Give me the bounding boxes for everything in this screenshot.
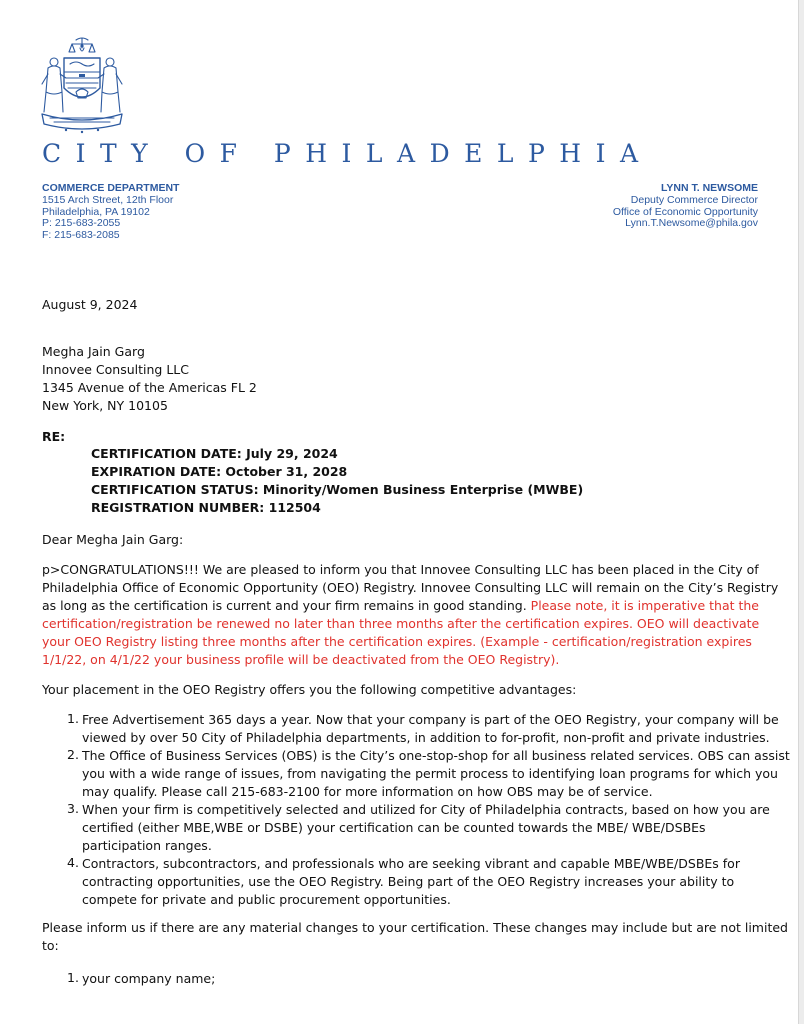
changes-intro-line: Please inform us if there are any material changes to your certification. These changes may include but are not limited (42, 920, 788, 935)
renewal-notice-line: 1/1/22, on 4/1/22 your business profile will be deactivated from the OEO Registry). (42, 652, 560, 667)
re-label: RE: (42, 429, 66, 444)
list-item (42, 711, 782, 747)
letter-date: August 9, 2024 (42, 297, 138, 312)
list-item (42, 801, 782, 855)
congratulations-paragraph (42, 561, 778, 669)
phone-number: P: 215-683-2055 (42, 217, 121, 230)
paragraph-line-black-part: as long as the certification is current and your firm remains in good standing. (42, 598, 531, 613)
list-item-line: your company name; (82, 971, 216, 986)
list-item-number: 4. (67, 855, 79, 870)
changes-intro (42, 919, 788, 955)
list-item-number: 1. (67, 970, 79, 985)
list-item (42, 855, 782, 909)
director-email: Lynn.T.Newsome@phila.gov (625, 217, 758, 230)
expiration-date: EXPIRATION DATE: October 31, 2028 (91, 464, 348, 479)
certification-details (91, 445, 583, 517)
renewal-notice-start: Please note, it is imperative that the (530, 598, 759, 613)
paragraph-line: p>CONGRATULATIONS!!! We are pleased to inform you that Innovee Consulting LLC has been placed in the City of (42, 562, 759, 577)
registration-number: REGISTRATION NUMBER: 112504 (91, 500, 321, 515)
renewal-notice-line: certification/registration be renewed no later than three months after the certification expires. OEO will deactivate (42, 616, 760, 631)
list-item (42, 970, 782, 988)
list-item-number: 3. (67, 801, 79, 816)
certification-status: CERTIFICATION STATUS: Minority/Women Business Enterprise (MWBE) (91, 482, 584, 497)
list-item-line: viewed by over 50 City of Philadelphia departments, in addition to for-profit, non-profit and private industries. (82, 730, 770, 745)
list-item-number: 2. (67, 747, 79, 762)
recipient-name: Megha Jain Garg (42, 344, 145, 359)
changes-intro-line: to: (42, 938, 59, 953)
list-item-line: contracting opportunities, use the OEO Registry. Being part of the OEO Registry increases your ability to (82, 874, 735, 889)
advantages-intro: Your placement in the OEO Registry offers you the following competitive advantages: (42, 682, 577, 697)
list-item-line: certified (either MBE,WBE or DSBE) your certification can be counted towards the MBE/ WBE/DSBEs (82, 820, 706, 835)
address-line-2: Philadelphia, PA 19102 (42, 205, 150, 218)
list-item-line: may qualify. Please call 215-683-2100 for more information on how OBS may be of service. (82, 784, 653, 799)
page-edge (798, 0, 804, 1024)
address-line-1: 1515 Arch Street, 12th Floor (42, 193, 174, 206)
recipient-city-state-zip: New York, NY 10105 (42, 398, 168, 413)
salutation: Dear Megha Jain Garg: (42, 532, 184, 547)
director-name: LYNN T. NEWSOME (660, 182, 758, 194)
recipient-street: 1345 Avenue of the Americas FL 2 (42, 380, 257, 395)
list-item (42, 747, 790, 801)
list-item-line: compete for private and public procurement opportunities. (82, 892, 451, 907)
department-address-block (42, 183, 179, 242)
list-item-line: you with a wide range of issues, from navigating the permit process to identifying loan programs for which you (82, 766, 778, 781)
list-item-line: Contractors, subcontractors, and professionals who are seeking vibrant and capable MBE/WBE/DSBEs for (82, 856, 740, 871)
department-name: COMMERCE DEPARTMENT (42, 182, 180, 194)
list-item-line: The Office of Business Services (OBS) is the City’s one-stop-shop for all business related services. OBS can assist (82, 748, 790, 763)
director-office: Office of Economic Opportunity (612, 205, 758, 218)
changes-list (42, 970, 782, 988)
list-item-line: Free Advertisement 365 days a year. Now that your company is part of the OEO Registry, your company will be (82, 712, 779, 727)
advantages-list (42, 711, 790, 909)
renewal-notice-line: your OEO Registry listing three months after the certification expires. (Example - certification/registration expires (42, 634, 752, 649)
city-title: CITY OF PHILADELPHIA (42, 139, 653, 168)
list-item-line: When your firm is competitively selected and utilized for City of Philadelphia contracts, based on how you are (82, 802, 770, 817)
recipient-company: Innovee Consulting LLC (42, 362, 189, 377)
paragraph-mixed-line (42, 597, 778, 615)
city-seal-icon (36, 34, 128, 136)
fax-number: F: 215-683-2085 (42, 229, 120, 242)
director-contact-block (613, 183, 758, 230)
certification-date: CERTIFICATION DATE: July 29, 2024 (91, 446, 338, 461)
list-item-number: 1. (67, 711, 79, 726)
director-title: Deputy Commerce Director (630, 193, 758, 206)
recipient-address (42, 343, 257, 415)
list-item-line: participation ranges. (82, 838, 212, 853)
paragraph-line: Philadelphia Office of Economic Opportunity (OEO) Registry. Innovee Consulting LLC will remain on the City’s Registry (42, 580, 779, 595)
